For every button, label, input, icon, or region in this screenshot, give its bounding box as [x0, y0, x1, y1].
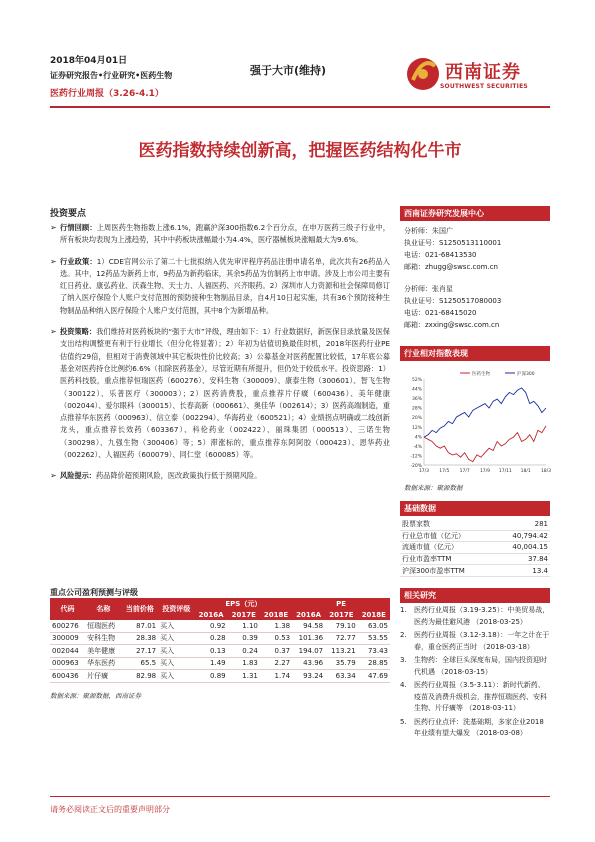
industry-rating: 强于大市(维持)	[250, 64, 327, 77]
related-num: 2.	[400, 631, 407, 639]
basic-key: 流通市值（亿元）	[400, 542, 494, 554]
bullet-label: 行业政策：	[60, 256, 97, 266]
cell-pe: 73.43	[358, 645, 390, 658]
cell-rating: 买入	[158, 657, 195, 670]
basic-key: 沪深300市盈率TTM	[400, 565, 494, 577]
bullet-text: 药品降价超预期风险，医改政策执行低于预期风险。	[95, 471, 262, 481]
x-tick-label: 17/7	[459, 469, 470, 474]
bullet-strategy	[50, 326, 390, 461]
table-row	[50, 620, 390, 632]
cell-pe: 35.79	[325, 657, 358, 670]
cell-eps: 1.38	[260, 620, 292, 632]
y-tick-label: -12%	[410, 454, 422, 460]
basic-value: 40,794.42	[494, 530, 550, 542]
col-name: 名称	[85, 598, 122, 620]
cell-code: 002044	[50, 645, 85, 658]
investment-bullets	[50, 222, 390, 492]
analyst-cert: 执业证号：S1250513110001	[404, 239, 502, 247]
cell-eps: 0.13	[195, 645, 228, 658]
table-source: 数据来源：聚源数据，西南证券	[50, 692, 141, 700]
basic-key: 行业市盈率TTM	[400, 553, 494, 565]
table-row	[50, 645, 390, 658]
related-text: 生物药：全球巨头深度布局，国内投资迎时代机遇 （2018-03-15）	[414, 656, 547, 676]
bullet-dot: ➢	[50, 327, 57, 337]
cell-pe: 63.05	[358, 620, 390, 632]
bullet-label: 投资策略：	[60, 327, 97, 337]
analyst-cert: 执业证号：S1250517080003	[404, 297, 502, 305]
cell-eps: 0.37	[260, 645, 292, 658]
logo-text-en: SOUTHWEST SECURITIES	[440, 83, 528, 90]
report-title: 医药指数持续创新高，把握医药结构化牛市	[138, 141, 462, 161]
col-rating: 投资评级	[158, 598, 195, 620]
col-year: 2017E	[228, 609, 260, 620]
y-tick-label: 4%	[414, 435, 422, 441]
cell-price: 27.17	[122, 645, 159, 658]
chart-source: 数据来源：聚源数据	[404, 484, 463, 492]
x-tick-label: 18/3	[540, 469, 552, 474]
x-tick-label: 17/11	[498, 469, 512, 474]
cell-name: 美年健康	[85, 645, 122, 658]
col-year: 2018E	[260, 609, 292, 620]
col-year: 2018E	[358, 609, 390, 620]
bullet-text: 上周医药生物指数上涨6.1%，跑赢沪深300指数6.2个百分点，在申万医药三级子行业中，所有板块均表现为上涨趋势，其中中药板块涨幅最小为4.4%，医疗器械板块涨幅最大为9.6%。	[60, 223, 390, 245]
related-item[interactable]	[400, 655, 550, 678]
footer-divider	[50, 796, 550, 797]
analyst-block	[404, 283, 501, 331]
y-tick-label: 52%	[411, 378, 422, 383]
y-tick-label: 28%	[411, 406, 422, 412]
relative-index-chart	[400, 365, 550, 480]
cell-pe: 79.10	[325, 620, 358, 632]
basic-value: 37.84	[494, 553, 550, 565]
related-text: 医药行业周报（3.5-3.11）：新时代新药、疫苗及消费升级机会，推荐恒瑞医药、安科生物、片仔癀等 （2018-03-11）	[414, 681, 547, 712]
basic-value: 13.4	[494, 565, 550, 577]
cell-eps: 1.74	[260, 670, 292, 683]
cell-pe: 113.21	[325, 645, 358, 658]
cell-rating: 买入	[158, 620, 195, 632]
related-item[interactable]	[400, 717, 550, 740]
legend-label: 医药生物	[472, 372, 490, 377]
basic-row	[400, 565, 550, 577]
cell-pe: 93.24	[292, 670, 325, 683]
basic-value: 281	[494, 519, 550, 530]
bullet-label: 风险提示：	[60, 471, 96, 481]
related-num: 4.	[400, 681, 407, 689]
col-year: 2016A	[195, 609, 228, 620]
footer-disclaimer: 请务必阅读正文后的重要声明部分	[50, 805, 170, 814]
basic-row	[400, 542, 550, 554]
basic-key: 股票家数	[400, 519, 494, 530]
cell-eps: 0.89	[195, 670, 228, 683]
cell-pe: 72.77	[325, 632, 358, 645]
related-text: 医药行业周报（3.19-3.25）：中美贸易战，医药为最佳避风港 （2018-03-25）	[414, 606, 550, 626]
cell-eps: 1.83	[228, 657, 260, 670]
cell-eps: 1.10	[228, 620, 260, 632]
x-tick-label: 17/3	[418, 469, 430, 474]
bullet-text: 我们维持对医药板块的“强于大市”评级，理由如下：1）行业数据好，新医保目录放量及医保支出结构调整更有利于行业增长（但分化将显著）；2）年初为估值切换最佳时机，2018年医药行业PE估值约29倍，但相对于消费领域中其它板块性价比较高；3）公募基金对医药配置比较低，17年底公募基金对医药持仓比例约6.6%（扣除医药基金），尽管近期有所提升，但仍处于较低水平。投资思路：1）医药科技股，重点推荐恒瑞医药（600276）、安科生物（300009）、康泰生物（300601）、智飞生物（300122）、乐普医疗（300003）；2）医药消费股，重点推荐片仔癀（600436）、美年健康（002044）、爱尔眼科（300015）、长春高新（000661）、奥佳华（002614）；3）医药高端制造，重点推荐华东医药（000963）、信立泰（002294）、华海药业（600521）；4）业绩拐点明确或二线创新龙头，重点推荐长效药（603367）、科伦药业（002422）、丽珠集团（000513）、三诺生物（300298）、九强生物（300406）等；5）滞涨标的，重点推荐东阿阿胶（000423）、恩华药业（002262）、人福医药（600079）、同仁堂（600085）等。	[60, 327, 390, 460]
y-tick-label: 36%	[411, 397, 422, 403]
related-research-bar: 相关研究	[400, 588, 550, 603]
analyst-name: 分析师：朱国广	[404, 227, 453, 235]
cell-eps: 0.28	[195, 632, 228, 645]
col-year: 2016A	[292, 609, 325, 620]
x-tick-label: 17/5	[439, 469, 450, 474]
y-tick-label: 20%	[411, 416, 422, 422]
basic-data-bar: 基础数据	[400, 501, 550, 516]
cell-rating: 买入	[158, 632, 195, 645]
analyst-name: 分析师：张肖星	[404, 285, 453, 293]
related-text: 医药行业点评：洗基础期，多家企业2018年业绩有望大爆发 （2018-03-08）	[414, 717, 544, 737]
basic-data-table	[400, 519, 550, 577]
cell-eps: 0.92	[195, 620, 228, 632]
cell-pe: 194.07	[292, 645, 325, 658]
related-item[interactable]	[400, 680, 550, 715]
cell-eps: 2.27	[260, 657, 292, 670]
cell-code: 600436	[50, 670, 85, 683]
y-tick-label: -4%	[413, 444, 422, 450]
bullet-review	[50, 222, 390, 247]
cell-code: 300009	[50, 632, 85, 645]
basic-row	[400, 553, 550, 565]
related-text: 医药行业周报（3.12-3.18）：一年之计在于春，重仓医药正当时 （2018-03-18）	[414, 631, 550, 651]
header-divider	[50, 106, 550, 108]
table-row	[50, 657, 390, 670]
basic-row	[400, 519, 550, 530]
y-tick-label: 44%	[411, 387, 422, 393]
cell-price: 82.98	[122, 670, 159, 683]
cell-eps: 0.24	[228, 645, 260, 658]
bullet-policy	[50, 256, 390, 317]
cell-eps: 0.39	[228, 632, 260, 645]
earnings-table	[50, 598, 390, 683]
report-date: 2018年04月01日	[50, 56, 128, 66]
cell-rating: 买入	[158, 645, 195, 658]
y-tick-label: -20%	[410, 464, 422, 469]
cell-pe: 94.58	[292, 620, 325, 632]
cell-eps: 1.49	[195, 657, 228, 670]
analyst-email[interactable]: 邮箱：zxxing@swsc.com.cn	[404, 321, 500, 329]
bullet-dot: ➢	[50, 471, 57, 481]
cell-name: 华东医药	[85, 657, 122, 670]
series-line-1	[424, 388, 546, 437]
table-row	[50, 670, 390, 683]
col-code: 代码	[50, 598, 85, 620]
bullet-label: 行情回顾：	[60, 223, 97, 232]
cell-name: 安科生物	[85, 632, 122, 645]
analyst-tel: 电话：021-68413530	[404, 251, 477, 259]
cell-price: 28.38	[122, 632, 159, 645]
cell-pe: 47.69	[358, 670, 390, 683]
cell-eps: 1.31	[228, 670, 260, 683]
cell-code: 600276	[50, 620, 85, 632]
investment-heading: 投资要点	[50, 209, 87, 219]
basic-key: 行业总市值（亿元）	[400, 530, 494, 542]
col-price: 当前价格	[122, 598, 159, 620]
logo-text-cn: 西南证券	[445, 62, 521, 83]
table-row	[50, 632, 390, 645]
cell-name: 片仔癀	[85, 670, 122, 683]
cell-pe: 53.55	[358, 632, 390, 645]
bullet-dot: ➢	[50, 256, 57, 266]
basic-value: 40,004.15	[494, 542, 550, 554]
related-num: 1.	[400, 606, 407, 614]
bullet-risk	[50, 470, 390, 482]
cell-pe: 43.96	[292, 657, 325, 670]
relative-index-bar: 行业相对指数表现	[400, 346, 550, 361]
x-tick-label: 18/1	[520, 469, 531, 474]
analyst-email[interactable]: 邮箱：zhugg@swsc.com.cn	[404, 263, 498, 271]
related-num: 5.	[400, 717, 407, 726]
cell-price: 87.01	[122, 620, 159, 632]
col-year: 2017E	[325, 609, 358, 620]
analyst-block	[404, 225, 501, 273]
cell-pe: 101.36	[292, 632, 325, 645]
cell-rating: 买入	[158, 670, 195, 683]
report-weekly-title: 医药行业周报（3.26-4.1）	[50, 89, 164, 99]
cell-code: 000963	[50, 657, 85, 670]
earnings-table-title: 重点公司盈利预测与评级	[50, 588, 138, 597]
related-research-list	[400, 605, 550, 742]
bullet-dot: ➢	[50, 223, 57, 232]
cell-eps: 0.53	[260, 632, 292, 645]
legend-label: 沪深300	[517, 372, 535, 377]
report-type: 证券研究报告•行业研究•医药生物	[50, 71, 173, 80]
analyst-tel: 电话：021-68415020	[404, 309, 477, 317]
cell-pe: 63.34	[325, 670, 358, 683]
basic-row	[400, 530, 550, 542]
cell-pe: 28.85	[358, 657, 390, 670]
bullet-text: 1）CDE官网公示了第二十七批拟纳入优先审评程序药品注册申请名单，此次共有26药品入选。其中，12药品为新药上市，9药品为新药临床，其余5药品为仿制药上市申请。涉及上市公司主要有红日药业、康弘药业、沃森生物、天士力、人福医药、兴齐眼药。2）深圳市人力资源和社会保障局修订了纳入医疗保险个人账户支付范围的预防接种生物制品目录，自4月10日起实施，共有36个预防接种生物制品品种纳入医疗保险个人账户支付范围，其中8个为新增品种。	[60, 256, 390, 315]
related-item[interactable]	[400, 605, 550, 628]
related-num: 3.	[400, 656, 407, 664]
cell-price: 65.5	[122, 657, 159, 670]
series-line-0	[424, 426, 546, 462]
col-eps: EPS（元）	[195, 598, 293, 609]
col-pe: PE	[292, 598, 390, 609]
cell-name: 恒瑞医药	[85, 620, 122, 632]
research-center-bar: 西南证券研究发展中心	[400, 206, 550, 221]
x-tick-label: 17/9	[479, 469, 491, 474]
y-tick-label: 12%	[411, 425, 422, 431]
related-item[interactable]	[400, 630, 550, 653]
